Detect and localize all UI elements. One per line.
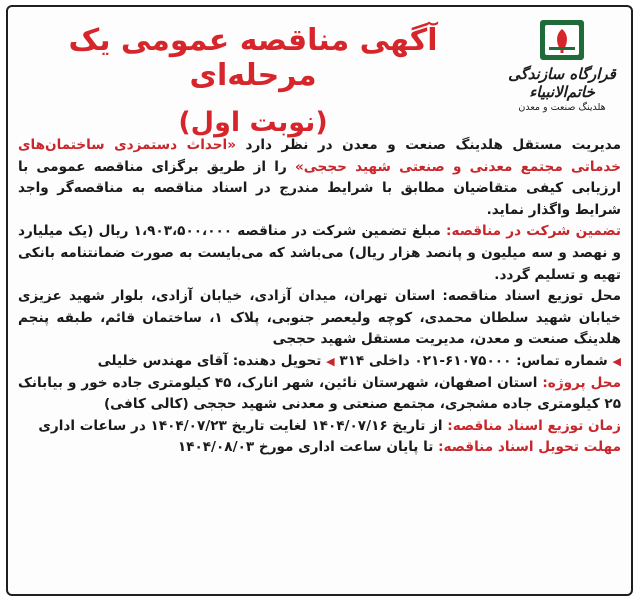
emblem-icon bbox=[537, 17, 587, 63]
deadline-label: مهلت تحویل اسناد مناقصه: bbox=[438, 439, 621, 456]
contact-phone: شماره تماس: ۶۱۰۷۵۰۰۰-۰۲۱ داخلی ۳۱۴ bbox=[339, 352, 608, 369]
project-location-text: استان اصفهان، شهرستان نائین، شهر انارک، ۴۵ کیلومتری جاده خور و بیابانک ۲۵ کیلومتری جاده مشجری، مجتمع صنعتی و معدنی شهید حججی (کالی کافی) bbox=[18, 374, 621, 413]
page-title: آگهی مناقصه عمومی یک مرحله‌ای bbox=[68, 23, 438, 93]
guarantee-paragraph bbox=[18, 221, 621, 286]
logo-subtitle: هلدینگ صنعت و معدن bbox=[518, 102, 606, 113]
title-block bbox=[18, 15, 488, 138]
arrow-icon: ◀ bbox=[326, 354, 335, 368]
project-location-label: محل پروژه: bbox=[542, 374, 621, 391]
notice-body bbox=[18, 135, 621, 590]
arrow-icon: ◀ bbox=[612, 354, 621, 368]
header bbox=[8, 7, 631, 138]
contact-paragraph bbox=[18, 351, 621, 373]
intro-verb: در نظر دارد bbox=[245, 137, 333, 153]
intro-paragraph bbox=[18, 135, 621, 221]
distribution-time-text: از تاریخ ۱۴۰۴/۰۷/۱۶ لغایت تاریخ ۱۴۰۴/۰۷/۲۳ در ساعات اداری bbox=[38, 417, 443, 434]
guarantee-text: مبلغ تضمین شرکت در مناقصه ۱،۹۰۳،۵۰۰،۰۰۰ ریال (یک میلیارد و نهصد و سه میلیون و پانصد هزار ریال) می‌باشد که می‌بایست به صورت ضمانتنامه بانکی تهیه و تسلیم گردد. bbox=[18, 223, 621, 283]
round-subtitle: (نوبت اول) bbox=[178, 107, 328, 138]
deadline-paragraph bbox=[18, 437, 621, 459]
distribution-place-text: محل توزیع اسناد مناقصه: استان تهران، میدان آزادی، خیابان آزادی، بلوار شهید عزیزی خیابان شهید سلطان محمدی، کوچه ولیعصر جنوبی، پلاک ۱، ساختمان قائم، طبقه پنجم هلدینگ صنعت و معدن، مدیریت مستقل شهید حججی bbox=[18, 288, 621, 348]
distribution-time-label: زمان توزیع اسناد مناقصه: bbox=[447, 417, 621, 434]
logo bbox=[501, 17, 623, 129]
logo-name: قرارگاه سازندگی خاتم‌الانبیاء bbox=[508, 65, 616, 101]
distribution-time-paragraph bbox=[18, 416, 621, 438]
contact-person: تحویل دهنده: آقای مهندس خلیلی bbox=[97, 352, 322, 369]
guarantee-label: تضمین شرکت در مناقصه: bbox=[446, 223, 622, 240]
distribution-place-paragraph bbox=[18, 286, 621, 351]
intro-rest: را از طریق برگزای مناقصه عمومی با ارزیابی کیفی متقاضیان مطابق با شرایط مندرج در اسناد مناقصه به مناقصه‌گر واجد شرایط واگذار نماید. bbox=[18, 158, 621, 218]
notice-frame bbox=[6, 5, 633, 596]
project-location-paragraph bbox=[18, 373, 621, 416]
organizer-name: مدیریت مستقل هلدینگ صنعت و معدن bbox=[342, 137, 621, 153]
deadline-text: تا پایان ساعت اداری مورخ ۱۴۰۴/۰۸/۰۳ bbox=[177, 439, 434, 456]
project-title: «احداث دستمزدی ساختمان‌های خدماتی مجتمع معدنی و صنعتی شهید حججی» bbox=[18, 137, 622, 175]
